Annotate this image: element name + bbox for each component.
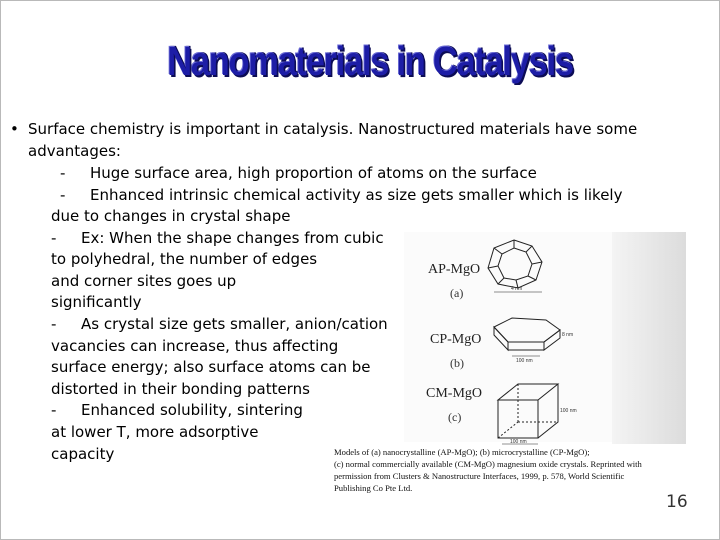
text-line-14-body: Enhanced solubility, sintering bbox=[81, 401, 303, 419]
dash-marker: - bbox=[51, 315, 57, 333]
text-line-1: Surface chemistry is important in catalysis. Nanostructured materials have some bbox=[28, 120, 638, 138]
text-line-9: significantly bbox=[51, 293, 142, 311]
label-cm-mgo: CM-MgO bbox=[426, 386, 483, 401]
text-line-13: distorted in their bonding patterns bbox=[51, 380, 310, 398]
dim-100nm-b: 100 nm bbox=[516, 358, 533, 364]
text-line-14 bbox=[51, 400, 303, 422]
text-line-8: and corner sites goes up bbox=[51, 272, 237, 290]
caption-line-2: (c) normal commercially available (CM-MgO) magnesium oxide crystals. Reprinted with bbox=[334, 459, 642, 469]
text-line-12: surface energy; also surface atoms can be bbox=[51, 358, 371, 376]
dash-marker: - bbox=[51, 401, 57, 419]
text-line-3-body: Huge surface area, high proportion of atoms on the surface bbox=[90, 164, 537, 182]
dash-marker: - bbox=[60, 164, 66, 182]
dim-100nm-c-base: 100 nm bbox=[510, 439, 527, 445]
dash-marker: - bbox=[51, 229, 57, 247]
label-a: (a) bbox=[450, 286, 464, 300]
figure-caption bbox=[334, 446, 684, 494]
dash-marker: - bbox=[60, 186, 66, 204]
text-line-4 bbox=[60, 185, 622, 207]
polyhedral-crystal-icon bbox=[488, 240, 542, 292]
caption-line-4: Publishing Co Pte Ltd. bbox=[334, 483, 413, 493]
text-line-4-body: Enhanced intrinsic chemical activity as size gets smaller which is likely bbox=[90, 186, 623, 204]
label-cp-mgo: CP-MgO bbox=[430, 332, 482, 347]
text-line-6-body: Ex: When the shape changes from cubic bbox=[81, 229, 384, 247]
label-b: (b) bbox=[450, 356, 464, 370]
text-line-7: to polyhedral, the number of edges bbox=[51, 250, 318, 268]
crystal-models-drawing bbox=[334, 232, 686, 446]
dim-8nm: 8 nm bbox=[562, 332, 574, 338]
text-line-15: at lower T, more adsorptive bbox=[51, 423, 259, 441]
bullet-marker: • bbox=[10, 120, 19, 138]
hexagonal-plate-icon bbox=[494, 318, 560, 356]
text-line-2: advantages: bbox=[28, 142, 121, 160]
text-line-3 bbox=[60, 163, 537, 185]
label-ap-mgo: AP-MgO bbox=[428, 262, 481, 277]
mgo-crystal-figure bbox=[334, 232, 686, 498]
text-line-11: vacancies can increase, thus affecting bbox=[51, 337, 339, 355]
label-c: (c) bbox=[448, 410, 462, 424]
slide-title: Nanomaterials in Catalysis bbox=[167, 38, 573, 84]
text-line-10-body: As crystal size gets smaller, anion/cation bbox=[81, 315, 388, 333]
page-number: 16 bbox=[666, 492, 688, 512]
text-line-16: capacity bbox=[51, 445, 115, 463]
caption-line-3: permission from Clusters & Nanostructure Interfaces, 1999, p. 578, World Scientific bbox=[334, 471, 625, 481]
dim-4nm: 4 nm bbox=[511, 286, 523, 292]
dim-100nm-c-side: 100 nm bbox=[560, 408, 577, 414]
caption-line-1: Models of (a) nanocrystalline (AP-MgO); (b) microcrystalline (CP-MgO); bbox=[334, 447, 590, 457]
cube-crystal-icon bbox=[498, 384, 558, 444]
text-line-5: due to changes in crystal shape bbox=[51, 207, 291, 225]
